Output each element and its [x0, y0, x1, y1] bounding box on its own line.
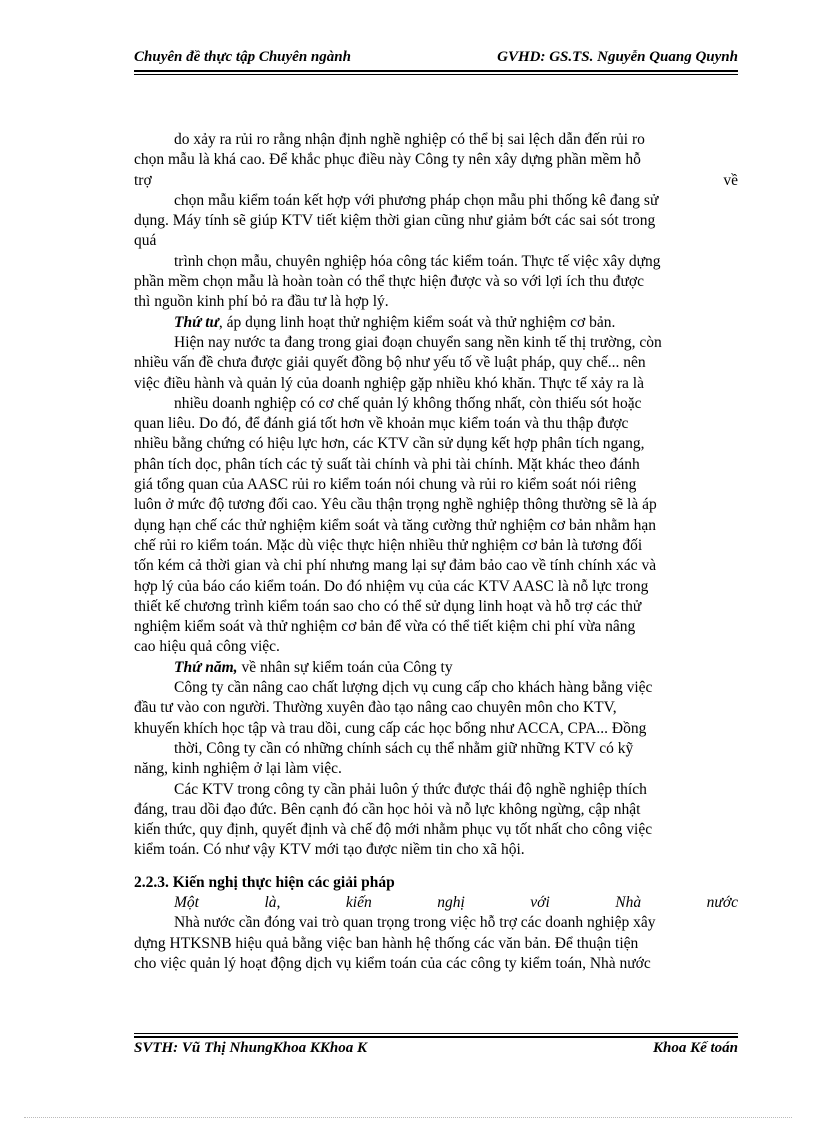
text-word: nghị	[437, 893, 465, 911]
header-rule-thick	[134, 70, 738, 72]
text-line: kiểm toán. Có như vậy KTV mới tạo được niềm tin cho xã hội.	[134, 841, 525, 859]
text-word: trợ	[134, 171, 152, 189]
paragraph-spacer	[134, 861, 738, 873]
document-body	[134, 130, 738, 974]
header-supervisor: GVHD: GS.TS. Nguyễn Quang Quynh	[497, 49, 738, 65]
text-line: Nhà nước cần đóng vai trò quan trọng trong việc hỗ trợ các doanh nghiệp xây	[174, 914, 656, 932]
text-line: khuyến khích học tập và trau dồi, cung cấp các học bổng như ACCA, CPA... Đồng	[134, 719, 647, 737]
page-footer	[134, 1040, 738, 1060]
text-line: kiến thức, quy định, quyết định và chế độ mới nhằm phục vụ tốt nhất cho công việc	[134, 821, 653, 839]
text-word: về	[723, 171, 738, 189]
footer-rule-thin	[134, 1033, 738, 1034]
section-label-thu-tu: Thứ tư	[174, 313, 219, 331]
text-line: dựng HTKSNB hiệu quả bằng việc ban hành hệ thống các văn bản. Để thuận tiện	[134, 934, 639, 952]
text-line: chọn mẫu là khá cao. Để khắc phục điều này Công ty nên xây dựng phần mềm hỗ	[134, 151, 641, 169]
text-line: tốn kém cả thời gian và chi phí nhưng mang lại sự đảm bảo cao về tính chính xác và	[134, 557, 657, 575]
section-heading: 2.2.3. Kiến nghị thực hiện các giải pháp	[134, 873, 395, 891]
text-run: , áp dụng linh hoạt thử nghiệm kiểm soát và thử nghiệm cơ bản.	[218, 313, 616, 331]
page-header	[134, 47, 738, 69]
text-line: quá	[134, 232, 157, 250]
text-line: thì nguồn kinh phí bỏ ra đầu tư là hợp lý.	[134, 293, 389, 311]
footer-rule-thick	[134, 1036, 738, 1038]
text-line: nhiều vấn đề chưa được giải quyết đồng bộ như yếu tố về luật pháp, quy chế... nên	[134, 354, 646, 372]
text-line: do xảy ra rủi ro rằng nhận định nghề nghiệp có thể bị sai lệch dẫn đến rủi ro	[174, 131, 645, 148]
text-word: nước	[706, 893, 738, 911]
text-word: Nhà	[615, 893, 642, 911]
text-line: việc điều hành và quản lý của doanh nghiệp gặp nhiều khó khăn. Thực tế xảy ra là	[134, 374, 644, 392]
text-line: đầu tư vào con người. Thường xuyên đào tạo nâng cao chuyên môn cho KTV,	[134, 699, 617, 717]
text-line	[134, 171, 738, 191]
text-line: nghiệm kiểm soát và thử nghiệm cơ bản để vừa có thể tiết kiệm chi phí vừa nâng	[134, 618, 636, 636]
text-line: dụng. Máy tính sẽ giúp KTV tiết kiệm thời gian cũng như giảm bớt các sai sót trong	[134, 212, 656, 230]
text-word: với	[530, 893, 550, 911]
text-run: về nhân sự kiểm toán của Công ty	[237, 658, 453, 676]
text-line: cho việc quản lý hoạt động dịch vụ kiểm toán của các công ty kiểm toán, Nhà nước	[134, 954, 651, 972]
text-line: chọn mẫu kiểm toán kết hợp với phương pháp chọn mẫu phi thống kê đang sử	[174, 191, 659, 209]
header-course-title: Chuyên đề thực tập Chuyên ngành	[134, 49, 351, 65]
text-line: thời, Công ty cần có những chính sách cụ thể nhằm giữ những KTV có kỹ	[174, 739, 634, 757]
text-line: trình chọn mẫu, chuyên nghiệp hóa công tác kiểm toán. Thực tế việc xây dựng	[174, 252, 661, 270]
text-line: giá tổng quan của AASC rủi ro kiểm toán nói chung và rủi ro kiểm soát nói riêng	[134, 476, 637, 494]
text-line: năng, kinh nghiệm ở lại làm việc.	[134, 760, 342, 778]
text-line: Công ty cần nâng cao chất lượng dịch vụ cung cấp cho khách hàng bằng việc	[174, 679, 653, 697]
text-line	[134, 313, 738, 333]
text-line: phần mềm chọn mẫu là hoàn toàn có thể thực hiện được và so với lợi ích thu được	[134, 273, 644, 291]
text-line: nhiều doanh nghiệp có cơ chế quản lý không thống nhất, còn thiếu sót hoặc	[174, 394, 642, 412]
text-line: Các KTV trong công ty cần phải luôn ý thức được thái độ nghề nghiệp thích	[174, 780, 647, 798]
text-line: phân tích dọc, phân tích các tỷ suất tài chính và phi tài chính. Mặt khác theo đánh	[134, 455, 640, 473]
text-line: Hiện nay nước ta đang trong giai đoạn chuyển sang nền kinh tế thị trường, còn	[174, 333, 662, 351]
text-line: chế rủi ro kiểm toán. Mặc dù việc thực hiện nhiều thử nghiệm cơ bản là tương đối	[134, 536, 643, 554]
text-line	[134, 893, 738, 913]
section-label-thu-nam: Thứ năm,	[174, 658, 238, 676]
header-rule-thin	[134, 74, 738, 75]
text-line: thiết kế chương trình kiểm toán sao cho có thể sử dụng linh hoạt và hỗ trợ các thử	[134, 597, 642, 615]
text-word: là,	[264, 893, 281, 911]
text-line: dụng hạn chế các thử nghiệm kiểm soát và tăng cường thử nghiệm cơ bản nhằm hạn	[134, 516, 656, 534]
page-bottom-edge	[24, 1117, 792, 1119]
text-word: Một	[174, 893, 199, 911]
text-line: quan liêu. Do đó, để đánh giá tốt hơn về khoản mục kiểm toán và thu thập được	[134, 415, 629, 433]
text-line	[134, 658, 738, 678]
text-line: nhiều bằng chứng có hiệu lực hơn, các KTV cần sử dụng kết hợp phân tích ngang,	[134, 435, 645, 453]
text-line: cao hiệu quả công việc.	[134, 638, 280, 656]
text-line: đáng, trau dồi đạo đức. Bên cạnh đó cần học hỏi và nỗ lực không ngừng, cập nhật	[134, 800, 641, 818]
text-word: kiến	[345, 893, 372, 911]
text-line: hợp lý của báo cáo kiểm toán. Do đó nhiệm vụ của các KTV AASC là nỗ lực trong	[134, 577, 649, 595]
footer-student: SVTH: Vũ Thị NhungKhoa KKhoa K	[134, 1040, 368, 1056]
text-line: luôn ở mức độ tương đối cao. Yêu cầu thận trọng nghề nghiệp thông thường sẽ là áp	[134, 496, 657, 514]
footer-department: Khoa Kế toán	[652, 1040, 738, 1056]
